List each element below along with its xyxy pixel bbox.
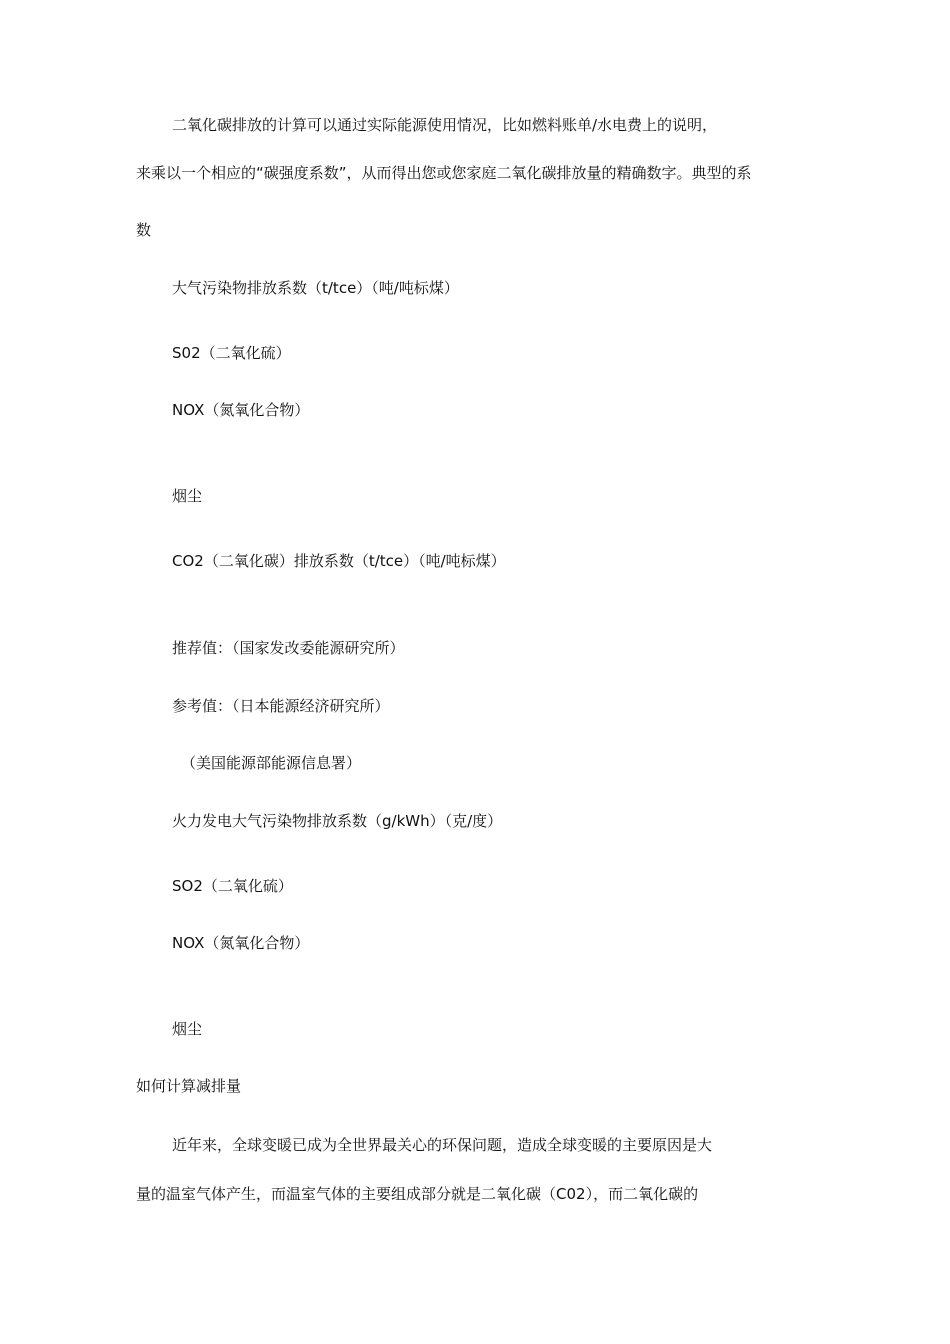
- paragraph-line-5: 量的温室气体产生，而温室气体的主要组成部分就是二氧化碳（C02），而二氧化碳的: [136, 1185, 699, 1203]
- item-nox-2: NOX（氮氧化合物）: [172, 934, 310, 952]
- item-so2: S02（二氧化硫）: [172, 344, 291, 362]
- item-soot-2: 烟尘: [172, 1020, 203, 1038]
- item-recommended-value: 推荐值：（国家发改委能源研究所）: [172, 639, 405, 657]
- item-us-doe-eia: （美国能源部能源信息署）: [181, 754, 362, 772]
- paragraph-line-2: 来乘以一个相应的“碳强度系数”，从而得出您或您家庭二氧化碳排放量的精确数字。典型的系: [136, 164, 752, 182]
- paragraph-line-3: 数: [136, 221, 152, 239]
- item-nox: NOX（氮氧化合物）: [172, 401, 310, 419]
- heading-co2-coefficient: CO2（二氧化碳）排放系数（t/tce）（吨/吨标煤）: [172, 552, 506, 570]
- item-reference-value: 参考值：（日本能源经济研究所）: [172, 697, 390, 715]
- paragraph-line-4: 近年来，全球变暖已成为全世界最关心的环保问题，造成全球变暖的主要原因是大: [172, 1136, 713, 1154]
- item-so2-2: SO2（二氧化硫）: [172, 877, 293, 895]
- heading-thermal-power-coefficient: 火力发电大气污染物排放系数（g/kWh）（克/度）: [172, 812, 503, 830]
- heading-air-pollutant-coefficient: 大气污染物排放系数（t/tce）（吨/吨标煤）: [172, 279, 459, 297]
- paragraph-line-1: 二氧化碳排放的计算可以通过实际能源使用情况，比如燃料账单/水电费上的说明，: [172, 116, 718, 134]
- item-soot: 烟尘: [172, 487, 203, 505]
- section-heading-emission-reduction: 如何计算减排量: [136, 1077, 242, 1095]
